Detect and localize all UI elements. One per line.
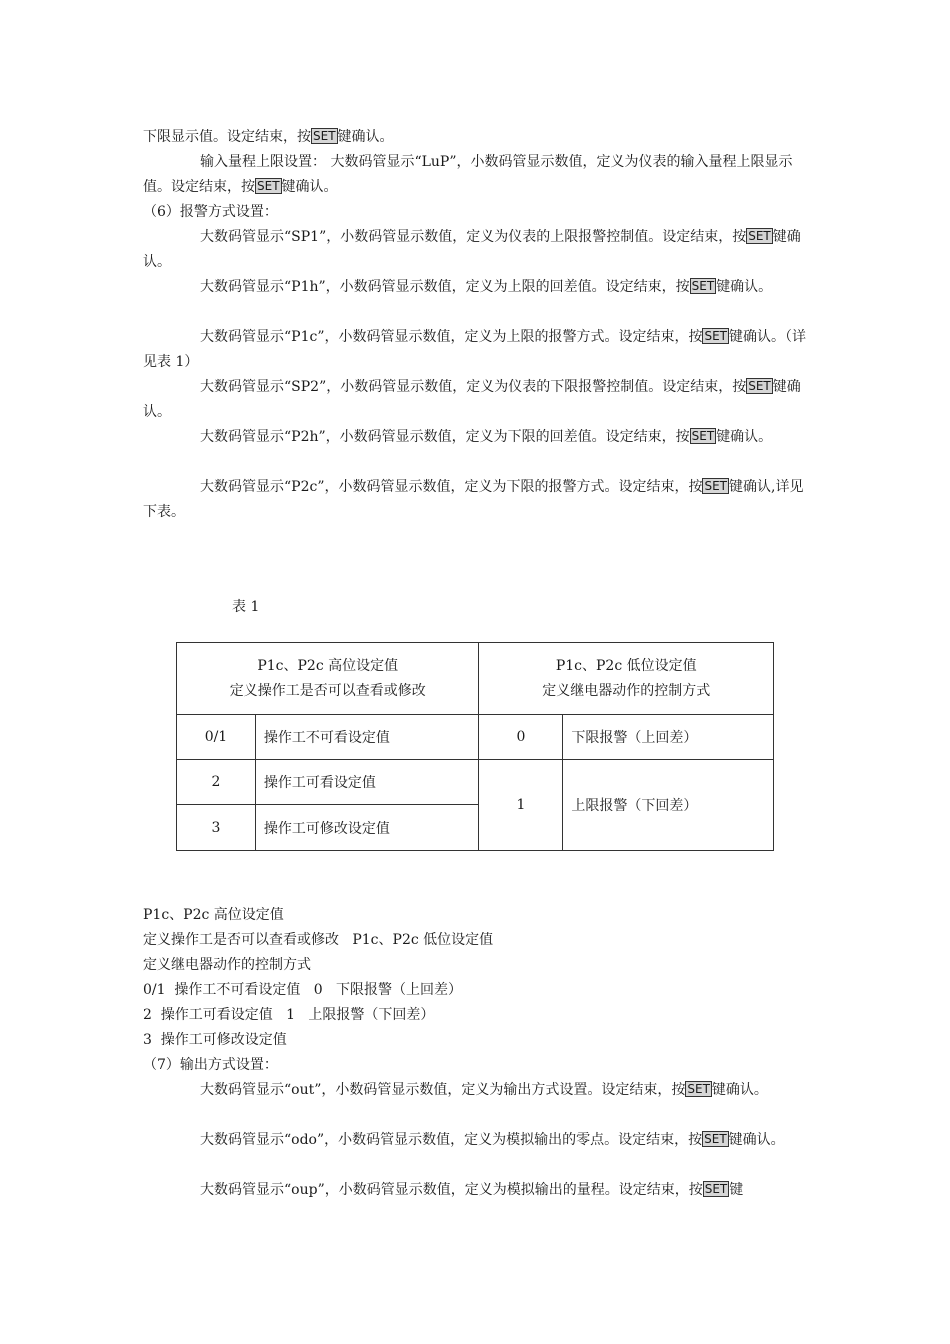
text: 大数码管显示“oup”，小数码管显示数值，定义为模拟输出的量程。设定结束，按 (200, 1182, 703, 1198)
settings-table (176, 642, 774, 851)
set-key-label: SET (313, 129, 336, 143)
text: 大数码管显示“odo”，小数码管显示数值，定义为模拟输出的零点。设定结束，按 (200, 1132, 703, 1148)
text: 键确认。（详见表 1） (143, 329, 807, 370)
flat-text-line: P1c、P2c 高位设定值 (143, 907, 284, 923)
text: 大数码管显示“P2h”，小数码管显示数值，定义为下限的回差值。设定结束，按 (200, 429, 690, 445)
flat-text-line: 定义继电器动作的控制方式 (143, 957, 311, 973)
header-line: P1c、P2c 低位设定值 (555, 657, 697, 674)
paragraph-out (143, 1078, 808, 1103)
table-cell-code: 0/1 (177, 715, 256, 760)
table-cell-desc: 操作工可看设定值 (255, 760, 479, 805)
table-cell-code: 2 (177, 760, 256, 805)
table-cell-desc: 操作工不可看设定值 (255, 715, 479, 760)
header-low-digit (479, 643, 774, 715)
paragraph-p2h (143, 425, 808, 450)
flat-text-line: 0/1 操作工不可看设定值 0 下限报警（上回差） (143, 982, 463, 998)
paragraph-lower-limit (143, 125, 808, 150)
text: 键确认。 (143, 379, 801, 420)
text: 键 (729, 1182, 744, 1198)
flat-text-line: 2 操作工可看设定值 1 上限报警（下回差） (143, 1007, 435, 1023)
table-cell-desc: 下限报警（上回差） (563, 715, 774, 760)
table-caption: 表 1 (232, 599, 260, 615)
section-heading-output: （7）输出方式设置： (143, 1057, 278, 1073)
header-high-digit (177, 643, 479, 715)
table-cell-code: 3 (177, 805, 256, 851)
text: 键确认,详见下表。 (143, 479, 804, 520)
table-row (177, 760, 774, 805)
set-key-label: SET (704, 479, 728, 493)
paragraph-p1c (143, 325, 808, 375)
text: 大数码管显示“P1c”，小数码管显示数值，定义为上限的报警方式。设定结束，按 (200, 329, 703, 345)
set-key-label: SET (691, 279, 715, 293)
text: 大数码管显示“SP1”，小数码管显示数值，定义为仪表的上限报警控制值。设定结束，按 (200, 229, 747, 245)
text: 大数码管显示“P1h”，小数码管显示数值，定义为上限的回差值。设定结束，按 (200, 279, 690, 295)
text: 键确认。 (143, 229, 801, 270)
text: 键确认。 (716, 279, 773, 295)
set-key-label: SET (687, 1082, 710, 1096)
table-cell-desc: 上限报警（下回差） (563, 760, 774, 851)
set-key-label: SET (704, 1132, 727, 1146)
text: 键确认。 (728, 1132, 785, 1148)
set-key-label: SET (704, 1182, 728, 1196)
paragraph-p2c (143, 475, 808, 525)
text: 下限显示值。设定结束，按 (143, 129, 311, 145)
paragraph-odo (143, 1128, 808, 1153)
paragraph-lup (143, 150, 808, 200)
text: 键确认。 (716, 429, 773, 445)
set-key-label: SET (748, 229, 771, 243)
set-key-label: SET (704, 329, 728, 343)
paragraph-p1h (143, 275, 808, 300)
set-key-label: SET (748, 379, 771, 393)
text: 键确认。 (281, 179, 338, 195)
header-line: P1c、P2c 高位设定值 (257, 657, 399, 674)
text: 输入量程上限设置： 大数码管显示“LuP”，小数码管显示数值，定义为仪表的输入量程上限显示值。设定结束，按 (143, 154, 793, 195)
text: 大数码管显示“out”，小数码管显示数值，定义为输出方式设置。设定结束，按 (200, 1082, 686, 1098)
table-row (177, 715, 774, 760)
text: 键确认。 (337, 129, 394, 145)
table-cell-code: 1 (479, 760, 563, 851)
table-header-row (177, 643, 774, 715)
set-key-label: SET (257, 179, 280, 193)
flat-text-line: 3 操作工可修改设定值 (143, 1032, 287, 1048)
section-heading-alarm: （6）报警方式设置： (143, 204, 278, 220)
table-cell-code: 0 (479, 715, 563, 760)
header-line: 定义操作工是否可以查看或修改 (229, 682, 426, 699)
text: 大数码管显示“SP2”，小数码管显示数值，定义为仪表的下限报警控制值。设定结束，按 (200, 379, 747, 395)
text: 键确认。 (711, 1082, 768, 1098)
paragraph-sp1 (143, 225, 808, 275)
text: 大数码管显示“P2c”，小数码管显示数值，定义为下限的报警方式。设定结束，按 (200, 479, 703, 495)
paragraph-oup (143, 1178, 808, 1203)
header-line: 定义继电器动作的控制方式 (542, 682, 711, 699)
set-key-label: SET (691, 429, 715, 443)
table-cell-desc: 操作工可修改设定值 (255, 805, 479, 851)
flat-text-line: 定义操作工是否可以查看或修改 P1c、P2c 低位设定值 (143, 932, 494, 948)
paragraph-sp2 (143, 375, 808, 425)
